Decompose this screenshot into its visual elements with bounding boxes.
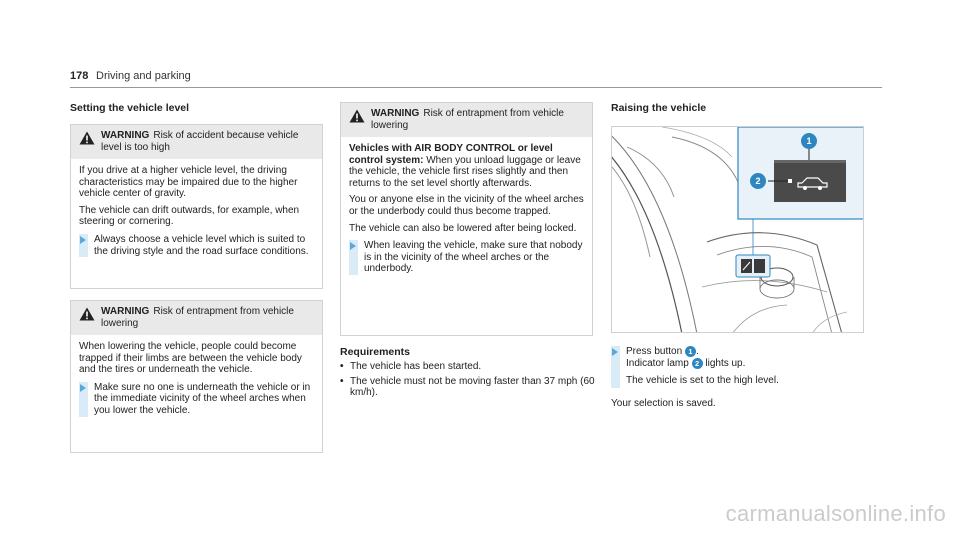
warning-header [71, 301, 322, 335]
warning-body [71, 335, 322, 425]
step-press-text: Press button [626, 346, 683, 357]
bullet-icon: • [340, 361, 344, 372]
warning-header [71, 125, 322, 159]
instruction-step [79, 382, 314, 417]
step-result: The vehicle is set to the high level. [626, 375, 779, 387]
step-line-1 [626, 346, 871, 358]
header-divider [70, 87, 882, 88]
warning-triangle-icon [79, 131, 95, 145]
warning-intro-bold: Vehicles with AIR BODY CONTROL or level control system: [349, 143, 553, 166]
step-text: Make sure no one is underneath the vehicle or in the immediate vicinity of the wheel arches when you lower the vehicle. [94, 381, 311, 416]
callout-1: 1 [806, 136, 812, 146]
warning-paragraph: If you drive at a higher vehicle level, the driving characteristics may be impaired due to the higher vehicle center of gravity. [79, 165, 298, 200]
warning-label: WARNING [371, 108, 420, 119]
page-number: 178 [70, 70, 89, 82]
step-bar [611, 346, 620, 388]
step-text [626, 346, 871, 388]
button-callout-badge: 1 [685, 346, 696, 357]
selection-saved-text: Your selection is saved. [611, 398, 716, 409]
requirements-title: Requirements [340, 346, 411, 358]
warning-triangle-icon [79, 307, 95, 321]
warning-intro [349, 143, 584, 189]
warning-box-entrapment [70, 300, 323, 453]
play-arrow-icon [350, 242, 356, 250]
warning-label: WARNING [101, 306, 150, 317]
play-arrow-icon [80, 236, 86, 244]
step-bar [79, 234, 88, 257]
lamp-callout-badge: 2 [692, 358, 703, 369]
bullet-icon: • [340, 375, 344, 387]
warning-heading: Risk of accident because vehicle level is too high [101, 130, 299, 153]
step-lamp-text: Indicator lamp [626, 357, 689, 369]
warning-body [341, 137, 592, 283]
warning-heading: Risk of entrapment from vehicle lowering [371, 108, 564, 131]
warning-box-lowering [340, 102, 593, 336]
warning-label: WARNING [101, 130, 150, 141]
watermark: carmanualsonline.info [725, 501, 946, 526]
callout-2: 2 [755, 176, 761, 186]
list-item [340, 376, 595, 399]
setting-vehicle-level-title: Setting the vehicle level [70, 102, 190, 114]
warning-header [341, 103, 592, 137]
warning-paragraph: When lowering the vehicle, people could become trapped if their limbs are between the vehicle body and the tires or underneath the vehicle. [79, 341, 302, 376]
center-console-figure [611, 126, 864, 333]
step-bar [349, 240, 358, 275]
step-text: When leaving the vehicle, make sure that nobody is in the vicinity of the wheel arches or the underbody. [364, 240, 583, 275]
warning-paragraph: The vehicle can drift outwards, for example, when steering or cornering. [79, 204, 300, 228]
raising-vehicle-title: Raising the vehicle [611, 102, 707, 114]
console-illustration [612, 127, 864, 333]
warning-heading: Risk of entrapment from vehicle lowering [101, 306, 294, 329]
warning-paragraph: The vehicle can also be lowered after being locked. [349, 222, 577, 234]
page-header [70, 70, 882, 88]
instruction-step [79, 234, 314, 257]
instruction-step [611, 346, 871, 388]
step-bar [79, 382, 88, 417]
warning-paragraph: You or anyone else in the vicinity of the wheel arches or the underbody could thus become trapped. [349, 194, 584, 217]
play-arrow-icon [612, 348, 618, 356]
warning-body [71, 159, 322, 265]
step-text: Always choose a vehicle level which is suited to the driving style and the road surface conditions. [94, 233, 309, 257]
step-lights-text: lights up. [705, 357, 746, 369]
section-title: Driving and parking [96, 70, 191, 82]
step-line-2 [626, 358, 871, 370]
raising-steps [611, 346, 871, 388]
warning-box-accident [70, 124, 323, 289]
requirements-list [340, 361, 595, 402]
list-item [340, 361, 595, 373]
step-period: . [695, 346, 699, 357]
list-item-text: The vehicle has been started. [350, 361, 482, 372]
list-item-text: The vehicle must not be moving faster than 37 mph (60 km/h). [350, 375, 595, 399]
warning-intro-text: When you unload luggage or leave the vehicle, the vehicle first rises slightly and then returns to the set level shortly afterwards. [349, 154, 581, 189]
play-arrow-icon [80, 384, 86, 392]
warning-triangle-icon [349, 109, 365, 123]
instruction-step [349, 240, 584, 275]
